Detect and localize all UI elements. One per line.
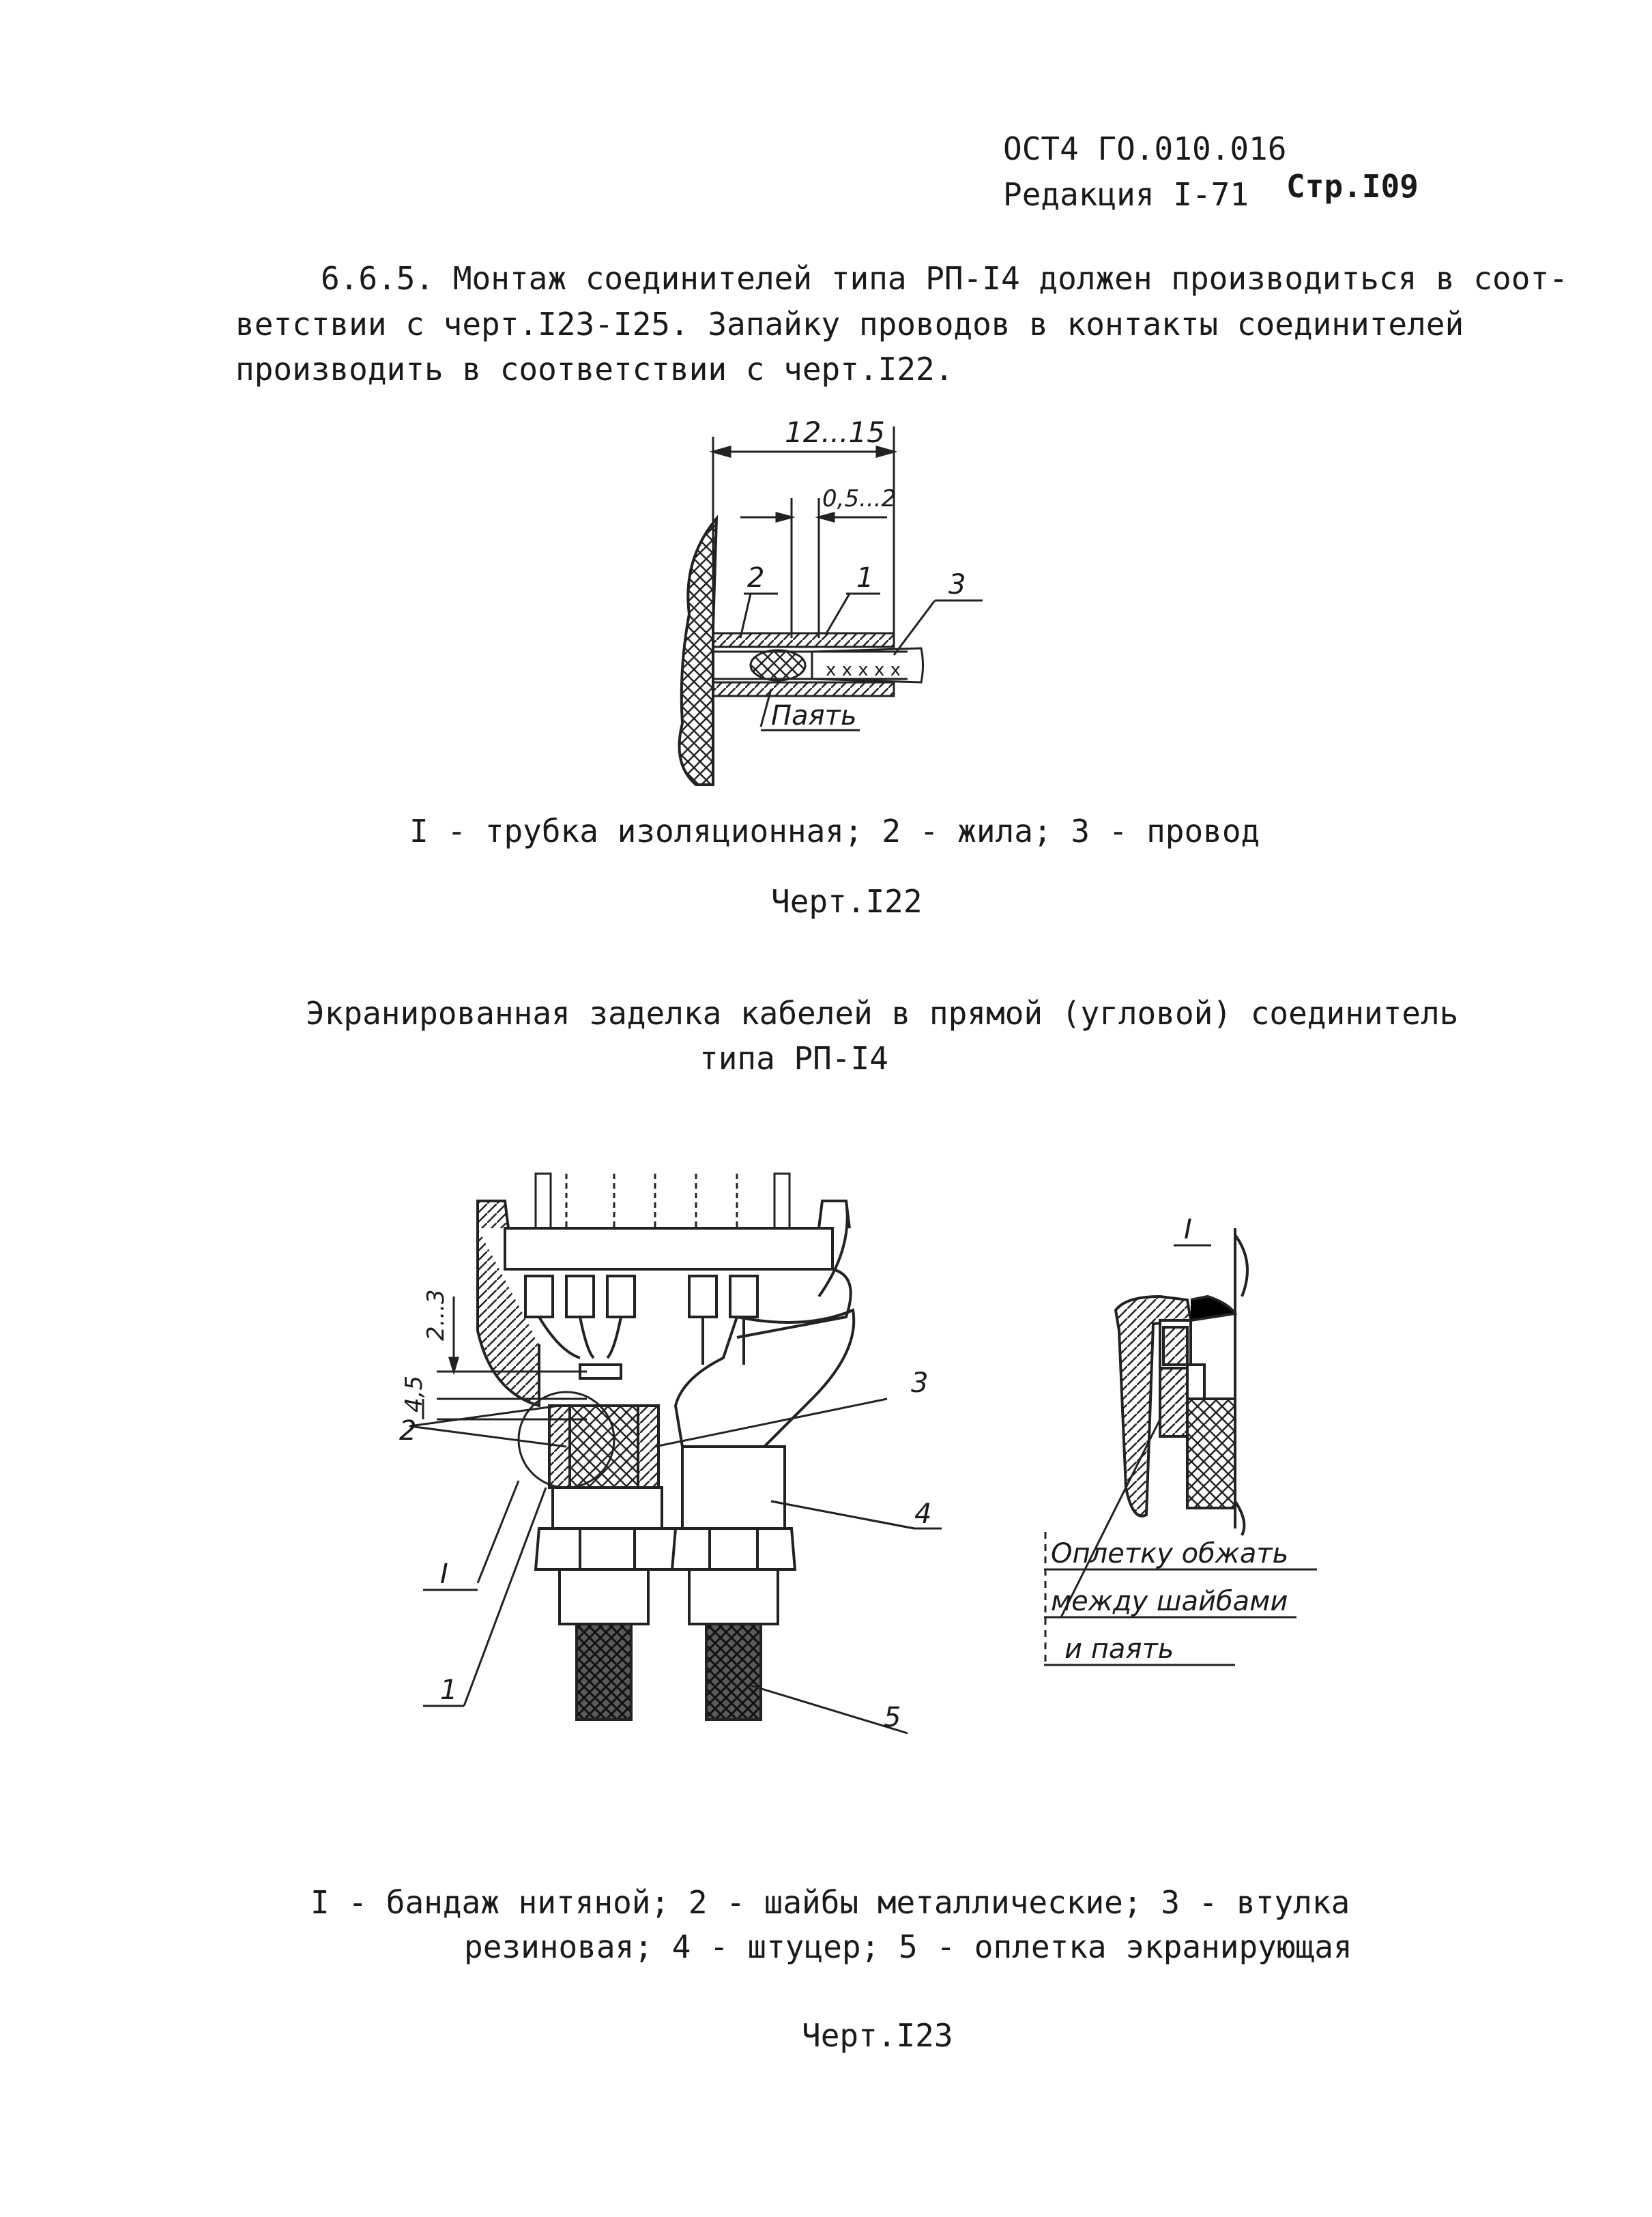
left-cable-gland (536, 1365, 679, 1720)
edition-label: Редакция I-71 (1003, 176, 1249, 213)
page-number: Стр.I09 (1286, 168, 1419, 205)
fig123-dim-b: 4,5 (401, 1375, 428, 1412)
fig123-label-5: 5 (884, 1702, 901, 1733)
section-title-line-1: Экранированная заделка кабелей в прямой (угловой) соединитель (306, 995, 1459, 1032)
detail-view (1116, 1228, 1247, 1535)
fig123-label-4: 4 (914, 1498, 932, 1530)
fig123-dim-a: 2...3 (422, 1289, 450, 1341)
detail-mark: I (1184, 1214, 1192, 1245)
connector-pins (536, 1174, 789, 1228)
fig122-label-2: 2 (747, 562, 765, 594)
fig123-label-3: 3 (911, 1367, 929, 1399)
figure-123-caption: Черт.I23 (802, 2017, 953, 2054)
right-cable-gland (672, 1447, 795, 1720)
fig123-label-1: 1 (440, 1675, 458, 1706)
figure-123-legend-line-1: I - бандаж нитяной; 2 - шайбы металлические; 3 - втулка (310, 1884, 1350, 1921)
paragraph-line-1: 6.6.5. Монтаж соединителей типа РП-I4 должен производиться в соот- (321, 260, 1568, 297)
dim-label-12-15: 12...15 (785, 416, 885, 449)
detail-note-line-2: между шайбами (1051, 1586, 1288, 1617)
figure-122-legend: I - трубка изоляционная; 2 - жила; 3 - провод (409, 813, 1260, 850)
section-title-line-2: типа РП-I4 (699, 1040, 888, 1077)
fig122-solder-label: Паять (771, 700, 857, 731)
figure-123-legend-line-2: резиновая; 4 - штуцер; 5 - оплетка экранирующая (464, 1928, 1352, 1965)
fig122-label-1: 1 (856, 562, 874, 594)
detail-note-line-3: и паять (1064, 1634, 1174, 1665)
paragraph-line-2: ветствии с черт.I23-I25. Запайку проводов в контакты соединителей (235, 306, 1464, 343)
paragraph-line-3: производить в соответствии с черт.I22. (235, 351, 954, 388)
svg-text:x x x x x: x x x x x (826, 660, 901, 680)
document-code: ОСТ4 ГО.010.016 (1003, 130, 1287, 167)
detail-note-line-1: Оплетку обжать (1051, 1538, 1289, 1569)
figure-122-caption: Черт.I22 (771, 883, 923, 920)
dim-label-0-5-2: 0,5...2 (822, 485, 897, 512)
fig123-view-mark: I (440, 1559, 448, 1590)
fig122-label-3: 3 (948, 569, 966, 600)
fig123-label-2: 2 (399, 1415, 417, 1447)
